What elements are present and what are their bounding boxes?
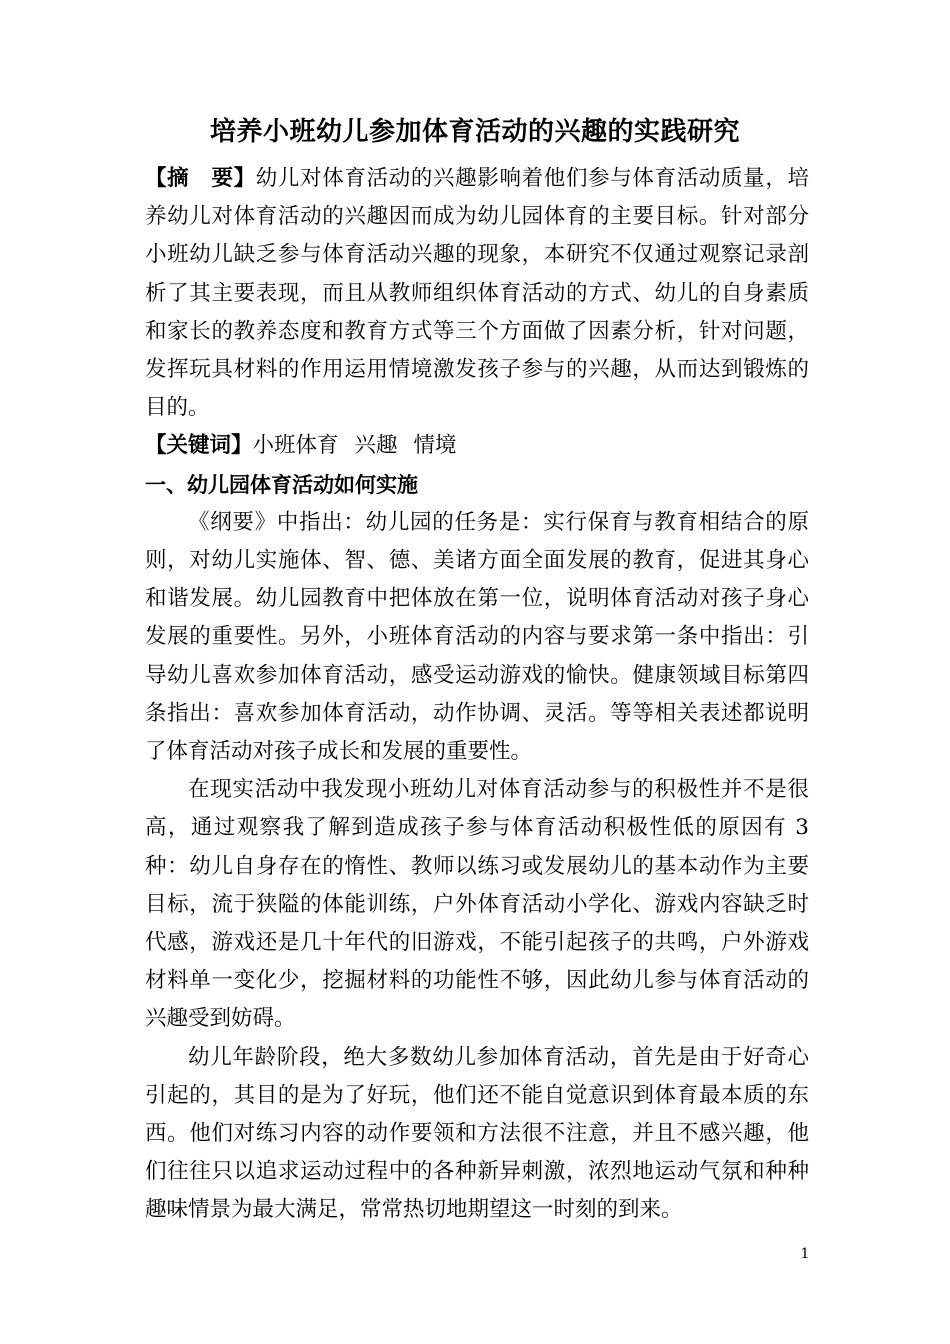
abstract-text: 幼儿对体育活动的兴趣影响着他们参与体育活动质量，培养幼儿对体育活动的兴趣因而成为幼儿园体育的主要目标。针对部分小班幼儿缺乏参与体育活动兴趣的现象，本研究不仅通过观察记录剖析了其主要表现，而且从教师组织体育活动的方式、幼儿的自身素质和家长的教养态度和教育方式等三个方面做了因素分析，针对问题，发挥玩具材料的作用运用情境激发孩子参与的兴趣，从而达到锻炼的目的。 [145, 166, 809, 421]
keywords-label: 【关键词】 [145, 433, 253, 459]
body-paragraph: 幼儿年龄阶段，绝大多数幼儿参加体育活动，首先是由于好奇心引起的，其目的是为了好玩，他们还不能自觉意识到体育最本质的东西。他们对练习内容的动作要领和方法很不注意，并且不感兴趣，他们往往只以追求运动过程中的各种新异刺激，浓烈地运动气氛和种种趣味情景为最大满足，常常热切地期望这一时刻的到来。 [145, 1044, 809, 1223]
keyword: 兴趣 [354, 433, 398, 459]
keywords-paragraph [145, 427, 809, 465]
body-paragraph: 《纲要》中指出：幼儿园的任务是：实行保育与教育相结合的原则，对幼儿实施体、智、德、美诸方面全面发展的教育，促进其身心和谐发展。幼儿园教育中把体放在第一位，说明体育活动对孩子身心发展的重要性。另外，小班体育活动的内容与要求第一条中指出：引导幼儿喜欢参加体育活动，感受运动游戏的愉快。健康领域目标第四条指出：喜欢参加体育活动，动作协调、灵活。等等相关表述都说明了体育活动对孩子成长和发展的重要性。 [145, 509, 809, 765]
body-paragraph: 在现实活动中我发现小班幼儿对体育活动参与的积极性并不是很高，通过观察我了解到造成孩子参与体育活动积极性低的原因有 3 种：幼儿自身存在的惰性、教师以练习或发展幼儿的基本动作为主要目标，流于狭隘的体能训练，户外体育活动小学化、游戏内容缺乏时代感，游戏还是几十年代的旧游戏，不能引起孩子的共鸣，户外游戏材料单一变化少，挖掘材料的功能性不够，因此幼儿参与体育活动的兴趣受到妨碍。 [145, 777, 809, 1032]
abstract-paragraph [145, 160, 809, 427]
keyword: 小班体育 [252, 433, 339, 459]
document-title: 培养小班幼儿参加体育活动的兴趣的实践研究 [209, 117, 740, 147]
section-heading: 一、幼儿园体育活动如何实施 [145, 472, 418, 497]
document-body [145, 160, 809, 1230]
page-number: 1 [800, 1246, 810, 1262]
abstract-label: 【摘 要】 [145, 166, 256, 191]
keyword: 情境 [413, 433, 457, 459]
